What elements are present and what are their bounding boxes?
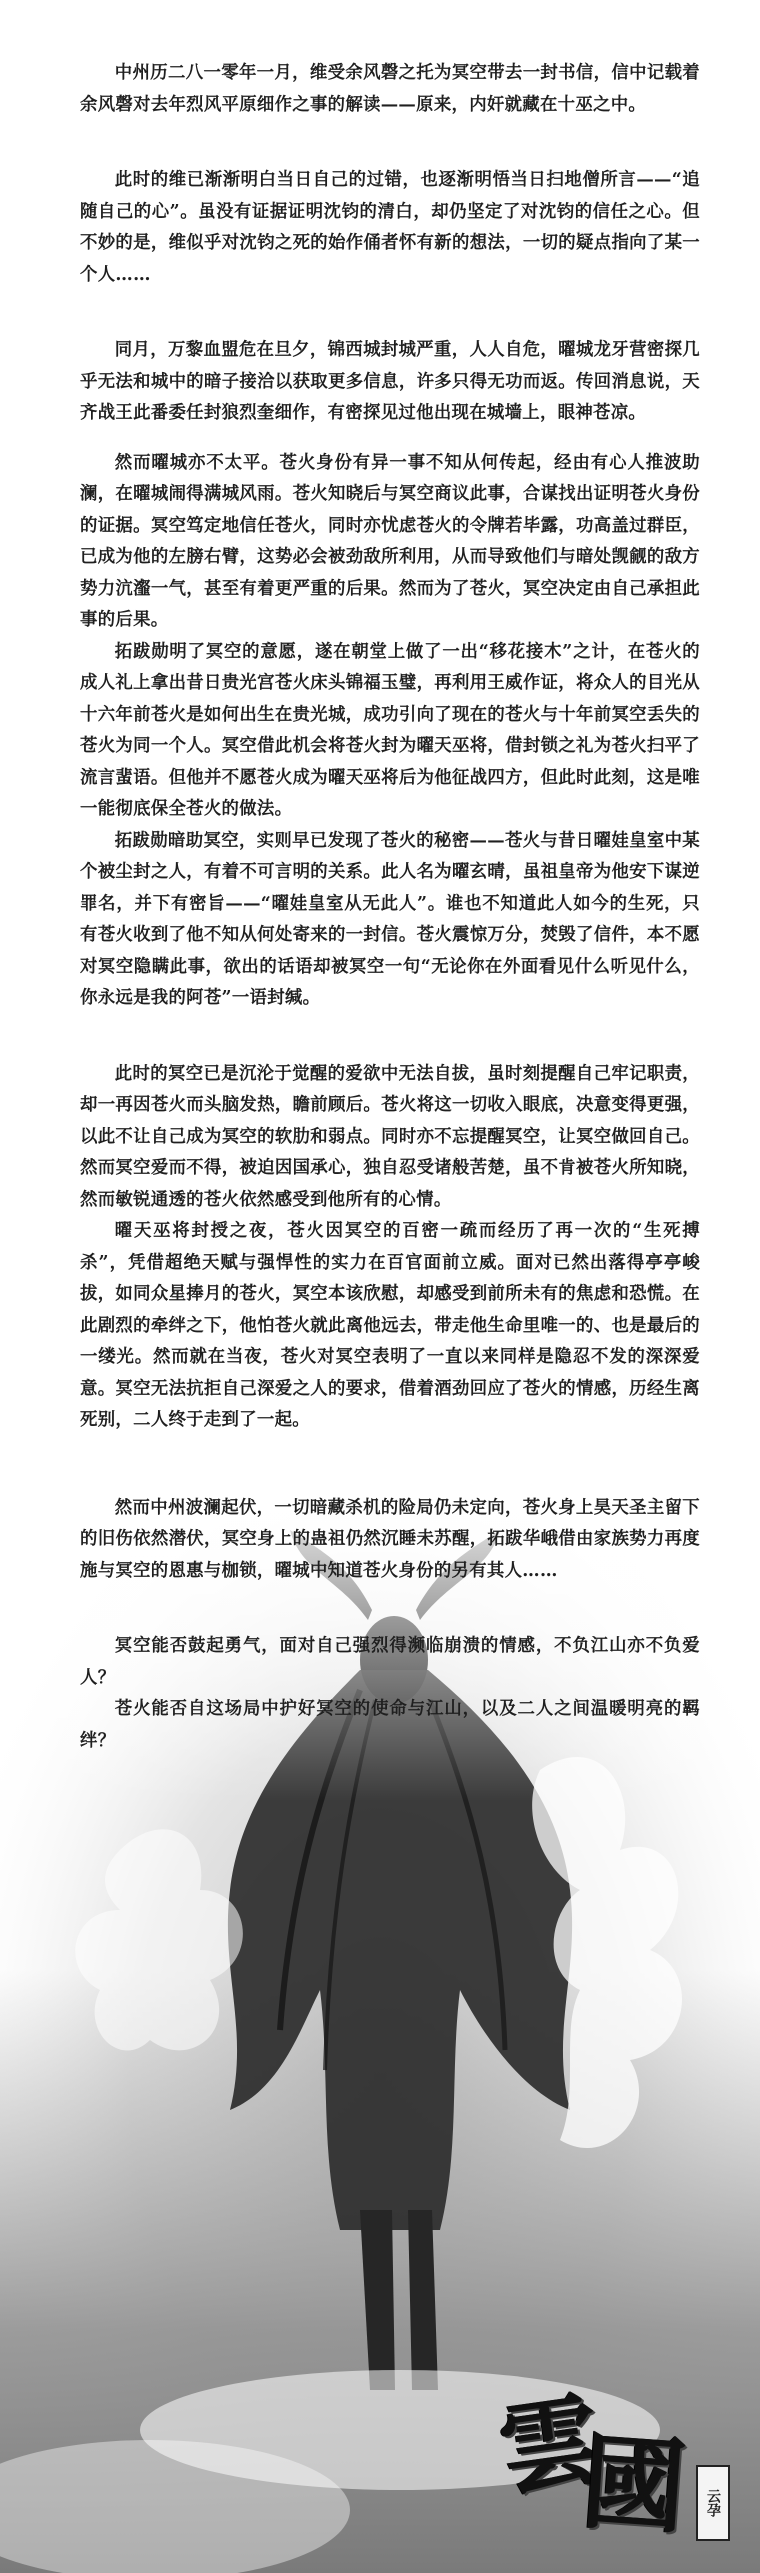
paragraph-5: 拓跋勋明了冥空的意愿，遂在朝堂上做了一出“移花接木”之计，在苍火的成人礼上拿出昔日贵光宫苍火床头锦福玉璧，再利用王威作证，将众人的目光从十六年前苍火是如何出生在贵光城，成功引向了现在的苍火与十年前冥空丢失的苍火为同一个人。冥空借此机会将苍火封为曜天巫将，借封锁之礼为苍火扫平了流言蜚语。但他并不愿苍火成为曜天巫将后为他征战四方，但此时此刻，这是唯一能彻底保全苍火的做法。 <box>80 641 700 819</box>
title-glyph-1: 雲 <box>492 2379 608 2511</box>
paragraph-2: 此时的维已渐渐明白当日自己的过错，也逐渐明悟当日扫地僧所言——“追随自己的心”。虽没有证据证明沈钧的清白，却仍坚定了对沈钧的信任之心。但不妙的是，维似乎对沈钧之死的始作俑者怀有新的想法，一切的疑点指向了某一个人…… <box>80 170 700 285</box>
synopsis-text <box>80 58 700 1757</box>
paragraph-9: 然而中州波澜起伏，一切暗藏杀机的险局仍未定向，苍火身上昊天圣主留下的旧伤依然潜伏，冥空身上的蛊祖仍然沉睡未苏醒，拓跋华峨借由家族势力再度施与冥空的恩惠与枷锁，曜城中知道苍火身份的另有其人…… <box>80 1497 700 1581</box>
paragraph-11: 苍火能否自这场局中护好冥空的使命与江山，以及二人之间温暖明亮的羁绊？ <box>80 1699 700 1751</box>
seal-stamp: 云孕 <box>696 2465 730 2541</box>
paragraph-8: 曜天巫将封授之夜，苍火因冥空的百密一疏而经历了再一次的“生死搏杀”，凭借超绝天赋与强悍性的实力在百官面前立威。面对已然出落得亭亭峻拔，如同众星捧月的苍火，冥空本该欣慰，却感受到前所未有的焦虑和恐慌。在此剧烈的牵绊之下，他怕苍火就此离他远去，带走他生命里唯一的、也是最后的一缕光。然而就在当夜，苍火对冥空表明了一直以来同样是隐忍不发的深深爱意。冥空无法抗拒自己深爱之人的要求，借着酒劲回应了苍火的情感，历经生离死别，二人终于走到了一起。 <box>80 1221 700 1430</box>
paragraph-3: 同月，万黎血盟危在旦夕，锦西城封城严重，人人自危，曜城龙牙营密探几乎无法和城中的暗子接洽以获取更多信息，许多只得无功而返。传回消息说，天齐战王此番委任封狼烈奎细作，有密探见过他出现在城墙上，眼神苍凉。 <box>80 340 700 423</box>
paragraph-4: 然而曜城亦不太平。苍火身份有异一事不知从何传起，经由有心人推波助澜，在曜城闹得满城风雨。苍火知晓后与冥空商议此事，合谋找出证明苍火身份的证据。冥空笃定地信任苍火，同时亦忧虑苍火的令牌若毕露，功高盖过群臣，已成为他的左膀右臂，这势必会被劲敌所利用，从而导致他们与暗处觊觎的敌方势力沆瀣一气，甚至有着更严重的后果。然而为了苍火，冥空决定由自己承担此事的后果。 <box>80 452 700 630</box>
paragraph-10: 冥空能否鼓起勇气，面对自己强烈得濒临崩溃的情感，不负江山亦不负爱人？ <box>80 1636 700 1688</box>
title-glyph-2: 國 <box>577 2419 691 2550</box>
title-logo <box>492 2379 730 2550</box>
paragraph-1: 中州历二八一零年一月，维受余风磬之托为冥空带去一封书信，信中记载着余风磬对去年烈风平原细作之事的解读——原来，内奸就藏在十巫之中。 <box>80 63 700 115</box>
paragraph-6: 拓跋勋暗助冥空，实则早已发现了苍火的秘密——苍火与昔日曜娃皇室中某个被尘封之人，有着不可言明的关系。此人名为曜玄晴，虽祖皇帝为他安下谋逆罪名，并下有密旨——“曜娃皇室从无此人”。谁也不知道此人如今的生死，只有苍火收到了他不知从何处寄来的一封信。苍火震惊万分，焚毁了信件，本不愿对冥空隐瞒此事，欲出的话语却被冥空一句“无论你在外面看见什么听见什么，你永远是我的阿苍”一语封缄。 <box>80 830 700 1008</box>
paragraph-7: 此时的冥空已是沉沦于觉醒的爱欲中无法自拔，虽时刻提醒自己牢记职责，却一再因苍火而头脑发热，瞻前顾后。苍火将这一切收入眼底，决意变得更强，以此不让自己成为冥空的软肋和弱点。同时亦不忘提醒冥空，让冥空做回自己。然而冥空爱而不得，被迫因国承心，独自忍受诸般苦楚，虽不肯被苍火所知晓，然而敏锐通透的苍火依然感受到他所有的心情。 <box>80 1063 700 1210</box>
